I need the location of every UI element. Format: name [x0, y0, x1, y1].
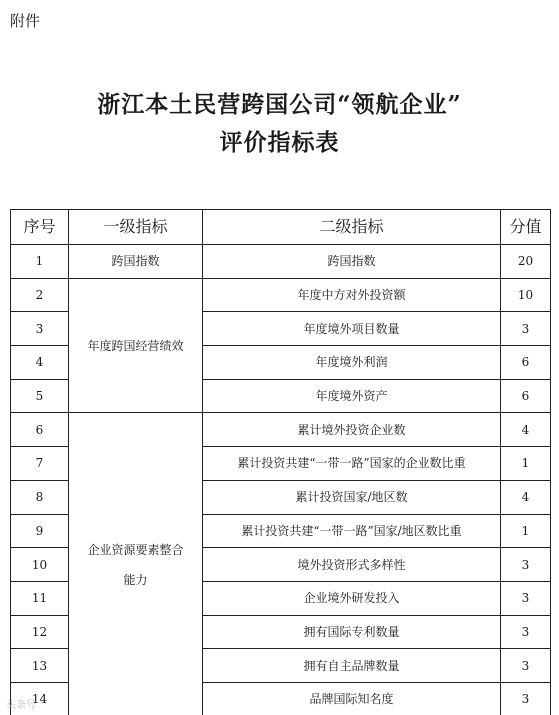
score-cell: 1: [501, 447, 551, 481]
row-index: 14: [11, 682, 69, 715]
indicator-cell: 品牌国际知名度: [203, 682, 501, 715]
row-index: 12: [11, 615, 69, 649]
table-header-row: [11, 210, 551, 245]
score-cell: 10: [501, 278, 551, 312]
row-index: 8: [11, 480, 69, 514]
indicator-cell: 拥有国际专利数量: [203, 615, 501, 649]
indicator-cell: 境外投资形式多样性: [203, 548, 501, 582]
watermark-text: 头条号: [6, 700, 36, 711]
category-cell: 年度跨国经营绩效: [69, 278, 203, 413]
score-cell: 3: [501, 682, 551, 715]
indicator-cell: 年度境外项目数量: [203, 312, 501, 346]
score-cell: 6: [501, 346, 551, 380]
score-cell: 6: [501, 379, 551, 413]
row-index: 11: [11, 581, 69, 615]
score-cell: 3: [501, 615, 551, 649]
score-cell: 3: [501, 312, 551, 346]
score-cell: 4: [501, 413, 551, 447]
row-index: 13: [11, 649, 69, 683]
document-title-line1: 浙江本土民营跨国公司“领航企业”: [97, 91, 462, 118]
row-index: 2: [11, 278, 69, 312]
indicator-cell: 年度境外利润: [203, 346, 501, 380]
indicator-cell: 累计投资共建“一带一路”国家的企业数比重: [203, 447, 501, 481]
score-cell: 3: [501, 581, 551, 615]
row-index: 10: [11, 548, 69, 582]
score-cell: 4: [501, 480, 551, 514]
row-index: 5: [11, 379, 69, 413]
indicator-cell: 累计投资共建“一带一路”国家/地区数比重: [203, 514, 501, 548]
indicator-cell: 企业境外研发投入: [203, 581, 501, 615]
indicator-cell: 拥有自主品牌数量: [203, 649, 501, 683]
indicator-cell: 年度境外资产: [203, 379, 501, 413]
header-index: 序号: [11, 210, 69, 245]
indicator-cell: 累计投资国家/地区数: [203, 480, 501, 514]
score-cell: 3: [501, 649, 551, 683]
category-cell: 企业资源要素整合能力: [69, 413, 203, 715]
score-cell: 1: [501, 514, 551, 548]
category-cell: 跨国指数: [69, 245, 203, 279]
score-cell: 20: [501, 245, 551, 279]
row-index: 1: [11, 245, 69, 279]
table-row: [11, 245, 551, 279]
score-cell: 3: [501, 548, 551, 582]
row-index: 9: [11, 514, 69, 548]
row-index: 6: [11, 413, 69, 447]
row-index: 7: [11, 447, 69, 481]
indicator-table: [10, 209, 551, 715]
table-body: [11, 245, 551, 715]
row-index: 3: [11, 312, 69, 346]
row-index: 4: [11, 346, 69, 380]
header-score: 分值: [501, 210, 551, 245]
indicator-cell: 年度中方对外投资额: [203, 278, 501, 312]
indicator-cell: 累计境外投资企业数: [203, 413, 501, 447]
header-level2: 二级指标: [203, 210, 501, 245]
attachment-label: 附件: [10, 12, 41, 30]
table-row: [11, 413, 551, 447]
table-row: [11, 278, 551, 312]
document-title-line2: 评价指标表: [219, 129, 340, 156]
indicator-cell: 跨国指数: [203, 245, 501, 279]
header-level1: 一级指标: [69, 210, 203, 245]
